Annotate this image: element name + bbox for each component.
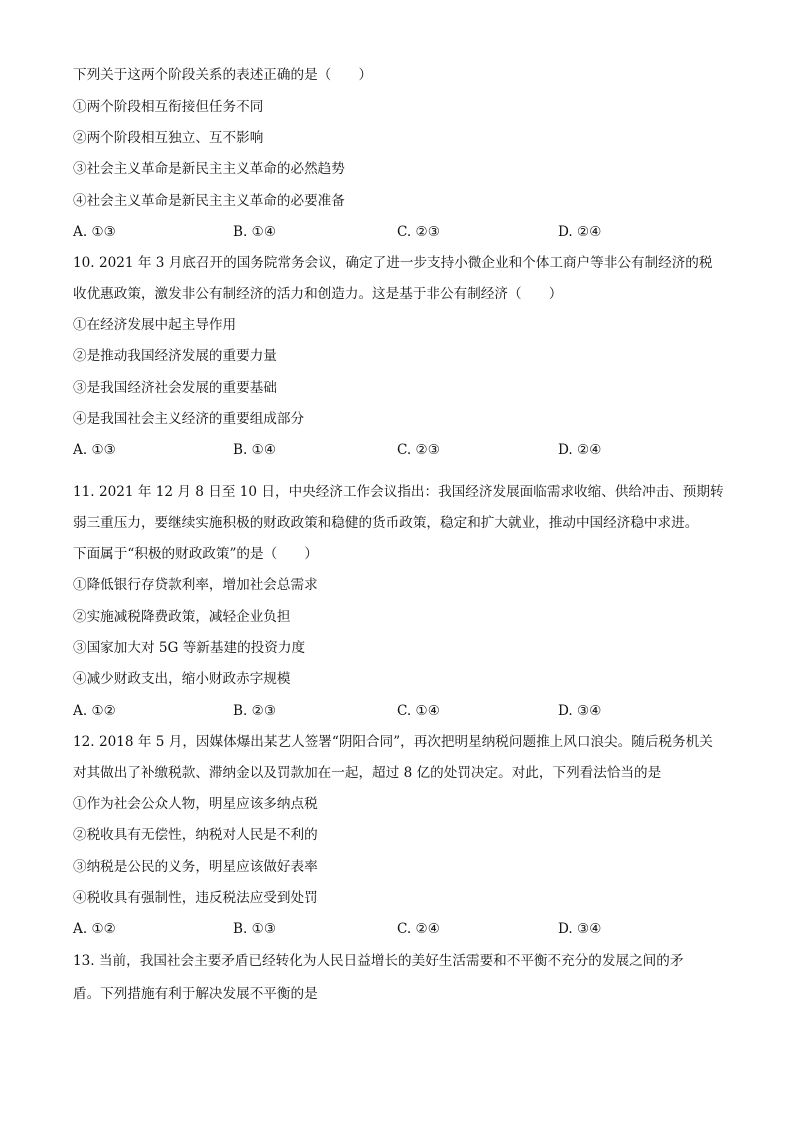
question-10-stem-line: 收优惠政策，激发非公有制经济的活力和创造力。这是基于非公有制经济（ ） [73, 286, 563, 302]
option-c: C. ②④ [397, 921, 440, 937]
option-b: B. ①③ [233, 921, 277, 937]
statement-1: ①两个阶段相互衔接但任务不同 [73, 99, 264, 115]
question-13-stem-line: 13. 当前，我国社会主要矛盾已经转化为人民日益增长的美好生活需要和不平衡不充分的发展之间的矛 [73, 953, 684, 969]
option-d: D. ③④ [558, 921, 602, 937]
option-c: C. ②③ [397, 442, 440, 458]
statement-3: ③社会主义革命是新民主主义革命的必然趋势 [73, 161, 345, 177]
statement-2: ②是推动我国经济发展的重要力量 [73, 348, 277, 364]
option-a: A. ①③ [73, 442, 116, 458]
statement-3: ③国家加大对 5G 等新基建的投资力度 [73, 640, 306, 656]
question-11-stem-line: 弱三重压力，要继续实施积极的财政政策和稳健的货币政策，稳定和扩大就业，推动中国经济稳中求进。 [73, 515, 699, 531]
option-c: C. ②③ [397, 224, 440, 240]
option-a: A. ①② [73, 921, 116, 937]
question-12-stem-line: 对其做出了补缴税款、滞纳金以及罚款加在一起，超过 8 亿的处罚决定。对此，下列看法恰当的是 [73, 765, 662, 781]
option-d: D. ②④ [558, 224, 602, 240]
question-stem: 下列关于这两个阶段关系的表述正确的是（ ） [73, 67, 373, 83]
option-d: D. ③④ [558, 703, 602, 719]
option-a: A. ①③ [73, 224, 116, 240]
statement-1: ①降低银行存贷款利率，增加社会总需求 [73, 577, 318, 593]
statement-4: ④税收具有强制性，违反税法应受到处罚 [73, 890, 318, 906]
option-b: B. ①④ [233, 224, 277, 240]
option-b: B. ①④ [233, 442, 277, 458]
option-c: C. ①④ [397, 703, 440, 719]
statement-4: ④是我国社会主义经济的重要组成部分 [73, 411, 305, 427]
option-d: D. ②④ [558, 442, 602, 458]
statement-3: ③是我国经济社会发展的重要基础 [73, 380, 277, 396]
option-b: B. ②③ [233, 703, 277, 719]
question-10-stem-line: 10. 2021 年 3 月底召开的国务院常务会议，确定了进一步支持小微企业和个体工商户等非公有制经济的税 [73, 255, 713, 271]
question-13-stem-line: 盾。下列措施有利于解决发展不平衡的是 [73, 986, 318, 1002]
statement-2: ②税收具有无偿性，纳税对人民是不利的 [73, 827, 318, 843]
statement-4: ④减少财政支出，缩小财政赤字规模 [73, 671, 291, 687]
option-a: A. ①② [73, 703, 116, 719]
statement-1: ①在经济发展中起主导作用 [73, 317, 237, 333]
statement-4: ④社会主义革命是新民主主义革命的必要准备 [73, 193, 345, 209]
question-12-stem-line: 12. 2018 年 5 月，因媒体爆出某艺人签署“阴阳合同”，再次把明星纳税问题推上风口浪尖。随后税务机关 [73, 734, 713, 750]
question-11-stem-line: 下面属于“积极的财政政策”的是（ ） [73, 546, 318, 562]
statement-1: ①作为社会公众人物，明星应该多纳点税 [73, 796, 318, 812]
statement-3: ③纳税是公民的义务，明星应该做好表率 [73, 859, 318, 875]
question-11-stem-line: 11. 2021 年 12 月 8 日至 10 日，中央经济工作会议指出：我国经济发展面临需求收缩、供给冲击、预期转 [73, 484, 724, 500]
statement-2: ②实施减税降费政策，减轻企业负担 [73, 609, 291, 625]
statement-2: ②两个阶段相互独立、互不影响 [73, 130, 264, 146]
